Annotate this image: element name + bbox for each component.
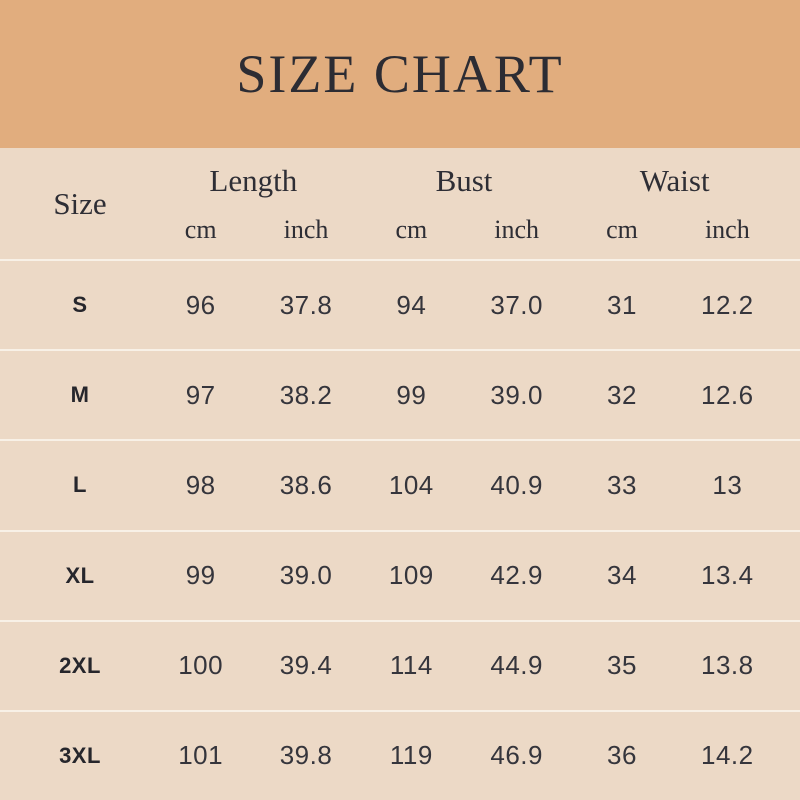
- value-cell: 39.4: [279, 650, 333, 681]
- size-cell: M: [70, 382, 90, 408]
- value-cell: 99: [185, 560, 216, 591]
- value-cell: 33: [607, 469, 637, 500]
- value-cell: 34: [607, 560, 637, 591]
- page-title: SIZE CHART: [236, 44, 564, 104]
- size-cell: 3XL: [59, 742, 101, 768]
- value-cell: 31: [607, 289, 637, 320]
- unit-bust-cm: cm: [395, 215, 428, 244]
- value-cell: 46.9: [490, 740, 543, 771]
- size-cell: L: [73, 472, 87, 498]
- column-header-size: Size: [53, 185, 107, 221]
- value-cell: 100: [178, 650, 224, 681]
- value-cell: 37.8: [279, 289, 333, 320]
- value-cell: 36: [607, 740, 637, 771]
- value-cell: 119: [389, 740, 433, 771]
- value-cell: 44.9: [490, 650, 543, 681]
- value-cell: 94: [396, 289, 427, 320]
- value-cell: 40.9: [490, 469, 543, 500]
- value-cell: 12.2: [701, 289, 754, 320]
- column-group-bust: Bust: [435, 163, 493, 198]
- value-cell: 32: [607, 379, 637, 410]
- value-cell: 98: [185, 469, 216, 500]
- value-cell: 38.6: [279, 469, 333, 500]
- value-cell: 114: [389, 650, 433, 681]
- column-group-waist: Waist: [639, 163, 710, 198]
- value-cell: 35: [607, 650, 637, 681]
- size-table: [0, 148, 800, 800]
- value-cell: 13: [712, 469, 743, 500]
- value-cell: 101: [178, 740, 224, 771]
- value-cell: 42.9: [490, 560, 543, 591]
- value-cell: 104: [388, 469, 434, 500]
- banner: [0, 0, 800, 148]
- table-row-m: [0, 349, 800, 439]
- table-header: [0, 148, 800, 259]
- unit-waist-cm: cm: [606, 215, 638, 244]
- value-cell: 39.0: [279, 560, 333, 591]
- size-cell: 2XL: [59, 652, 101, 678]
- value-cell: 96: [185, 289, 216, 320]
- unit-length-inch: inch: [283, 215, 329, 244]
- unit-bust-inch: inch: [494, 215, 540, 244]
- table-row-s: [0, 259, 800, 349]
- value-cell: 39.0: [490, 379, 543, 410]
- value-cell: 38.2: [279, 379, 333, 410]
- value-cell: 37.0: [490, 289, 543, 320]
- unit-waist-inch: inch: [704, 215, 750, 244]
- table-row-xl: [0, 530, 800, 620]
- value-cell: 39.8: [279, 740, 333, 771]
- value-cell: 99: [396, 379, 427, 410]
- value-cell: 97: [185, 379, 216, 410]
- table-row-2xl: [0, 620, 800, 710]
- value-cell: 109: [388, 560, 434, 591]
- value-cell: 12.6: [701, 379, 754, 410]
- table-row-3xl: [0, 710, 800, 800]
- value-cell: 13.8: [701, 650, 754, 681]
- table-row-l: [0, 439, 800, 529]
- value-cell: 14.2: [701, 740, 754, 771]
- size-cell: S: [72, 292, 88, 318]
- unit-length-cm: cm: [184, 215, 217, 244]
- value-cell: 13.4: [701, 560, 754, 591]
- size-cell: XL: [65, 562, 95, 588]
- column-group-length: Length: [209, 163, 298, 198]
